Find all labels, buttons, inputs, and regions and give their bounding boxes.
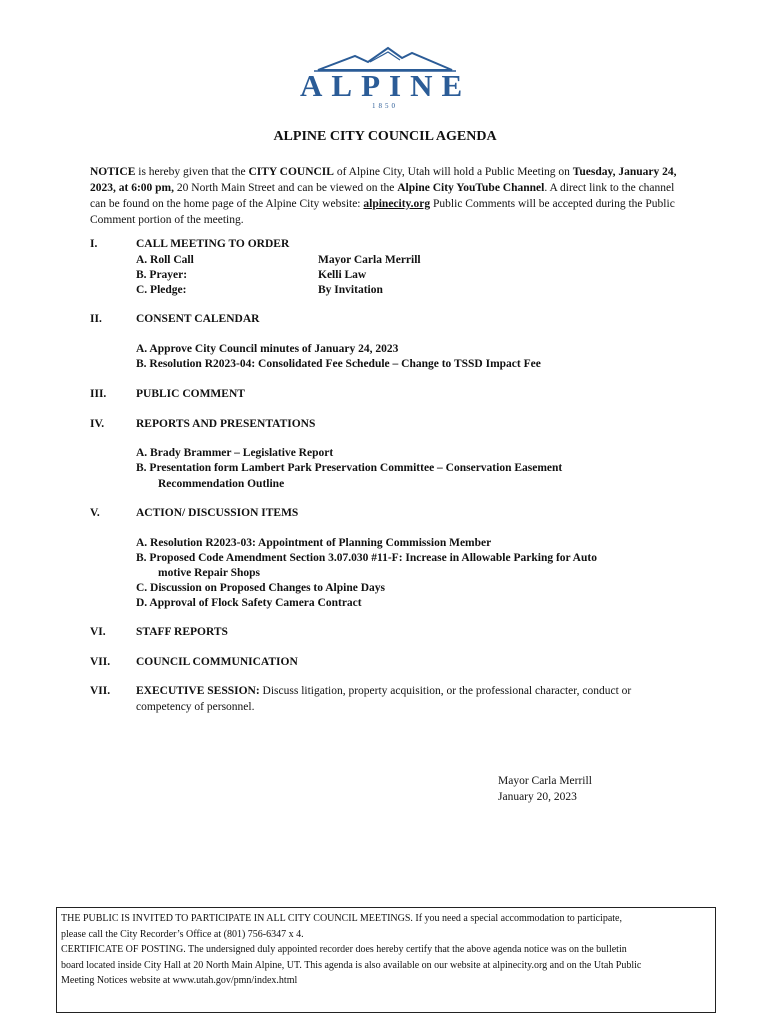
section-text: Discuss litigation, property acquisition, or the professional character, conduct or xyxy=(259,685,632,697)
section-title: EXECUTIVE SESSION: xyxy=(136,685,260,697)
logo-wordmark: ALPINE xyxy=(300,68,472,103)
section-number: VII. xyxy=(90,656,111,668)
list-item: A. Roll Call xyxy=(136,254,194,266)
alpine-logo xyxy=(300,44,472,110)
footer-line: Meeting Notices website at www.utah.gov/pmn/index.html xyxy=(61,975,298,986)
section-title: COUNCIL COMMUNICATION xyxy=(136,656,298,668)
section-title: PUBLIC COMMENT xyxy=(136,388,245,400)
notice-text-2: of Alpine City, Utah will hold a Public Meeting on xyxy=(333,166,573,178)
section-number: I. xyxy=(90,238,98,250)
list-item: D. Approval of Flock Safety Camera Contract xyxy=(136,597,362,609)
list-item: A. Resolution R2023-03: Appointment of Planning Commission Member xyxy=(136,537,492,549)
notice-channel: Alpine City YouTube Channel xyxy=(397,182,545,194)
list-item-value: By Invitation xyxy=(318,284,383,296)
website-link[interactable]: alpinecity.org xyxy=(363,198,431,210)
footer-line: please call the City Recorder’s Office at (801) 756-6347 x 4. xyxy=(61,928,304,940)
signature-date: January 20, 2023 xyxy=(498,791,577,803)
logo-year: 1850 xyxy=(372,102,398,110)
notice-text-3: 20 North Main Street and can be viewed on the xyxy=(174,182,398,194)
list-item: C. Pledge: xyxy=(136,284,187,296)
page-title: ALPINE CITY COUNCIL AGENDA xyxy=(273,129,497,144)
list-item-value: Kelli Law xyxy=(318,269,367,281)
section-number: II. xyxy=(90,313,102,325)
list-item: B. Resolution R2023-04: Consolidated Fee Schedule – Change to TSSD Impact Fee xyxy=(136,358,541,370)
notice-paragraph xyxy=(90,164,690,228)
notice-text-5: Public Comments will be accepted during the Public Comment portion of the meeting. xyxy=(90,198,675,226)
list-item-value: Mayor Carla Merrill xyxy=(318,254,421,266)
footer-line: board located inside City Hall at 20 North Main Alpine, UT. This agenda is also available on our website at alpinecity.org and on the Utah Public xyxy=(61,959,642,971)
section-title: ACTION/ DISCUSSION ITEMS xyxy=(136,507,299,519)
notice-text-1: is hereby given that the xyxy=(135,166,249,178)
section-number: III. xyxy=(90,388,107,400)
footer-notice-box xyxy=(56,907,716,1013)
notice-date: Tuesday, January 24, 2023, at 6:00 pm, xyxy=(90,166,677,194)
list-item: C. Discussion on Proposed Changes to Alpine Days xyxy=(136,582,386,594)
section-number: VII. xyxy=(90,685,111,697)
footer-line: CERTIFICATE OF POSTING. The undersigned duly appointed recorder does hereby certify that the above agenda notice was on the bulletin xyxy=(61,944,627,955)
section-text-continued: competency of personnel. xyxy=(136,701,255,713)
list-item: A. Approve City Council minutes of January 24, 2023 xyxy=(136,343,399,355)
section-title: STAFF REPORTS xyxy=(136,626,228,638)
list-item: B. Prayer: xyxy=(136,269,188,281)
notice-council: CITY COUNCIL xyxy=(248,166,334,178)
footer-line: THE PUBLIC IS INVITED TO PARTICIPATE IN ALL CITY COUNCIL MEETINGS. If you need a special accommodation to participate, xyxy=(61,913,622,924)
section-number: IV. xyxy=(90,418,105,430)
list-item: B. Presentation form Lambert Park Preservation Committee – Conservation Easement xyxy=(136,462,563,474)
notice-label: NOTICE xyxy=(90,166,136,178)
executive-session xyxy=(136,685,696,697)
list-item-continued: Recommendation Outline xyxy=(158,478,285,490)
signature-name: Mayor Carla Merrill xyxy=(498,775,592,787)
list-item: A. Brady Brammer – Legislative Report xyxy=(136,447,334,459)
section-number: V. xyxy=(90,507,100,519)
section-title: REPORTS AND PRESENTATIONS xyxy=(136,418,316,430)
notice-text-4: . A direct link to the channel can be found on the home page of the Alpine City website: xyxy=(90,182,675,210)
section-title: CONSENT CALENDAR xyxy=(136,313,260,325)
section-number: VI. xyxy=(90,626,106,638)
list-item: B. Proposed Code Amendment Section 3.07.030 #11-F: Increase in Allowable Parking for Auto xyxy=(136,552,597,564)
section-title: CALL MEETING TO ORDER xyxy=(136,238,290,250)
list-item-continued: motive Repair Shops xyxy=(158,567,261,579)
